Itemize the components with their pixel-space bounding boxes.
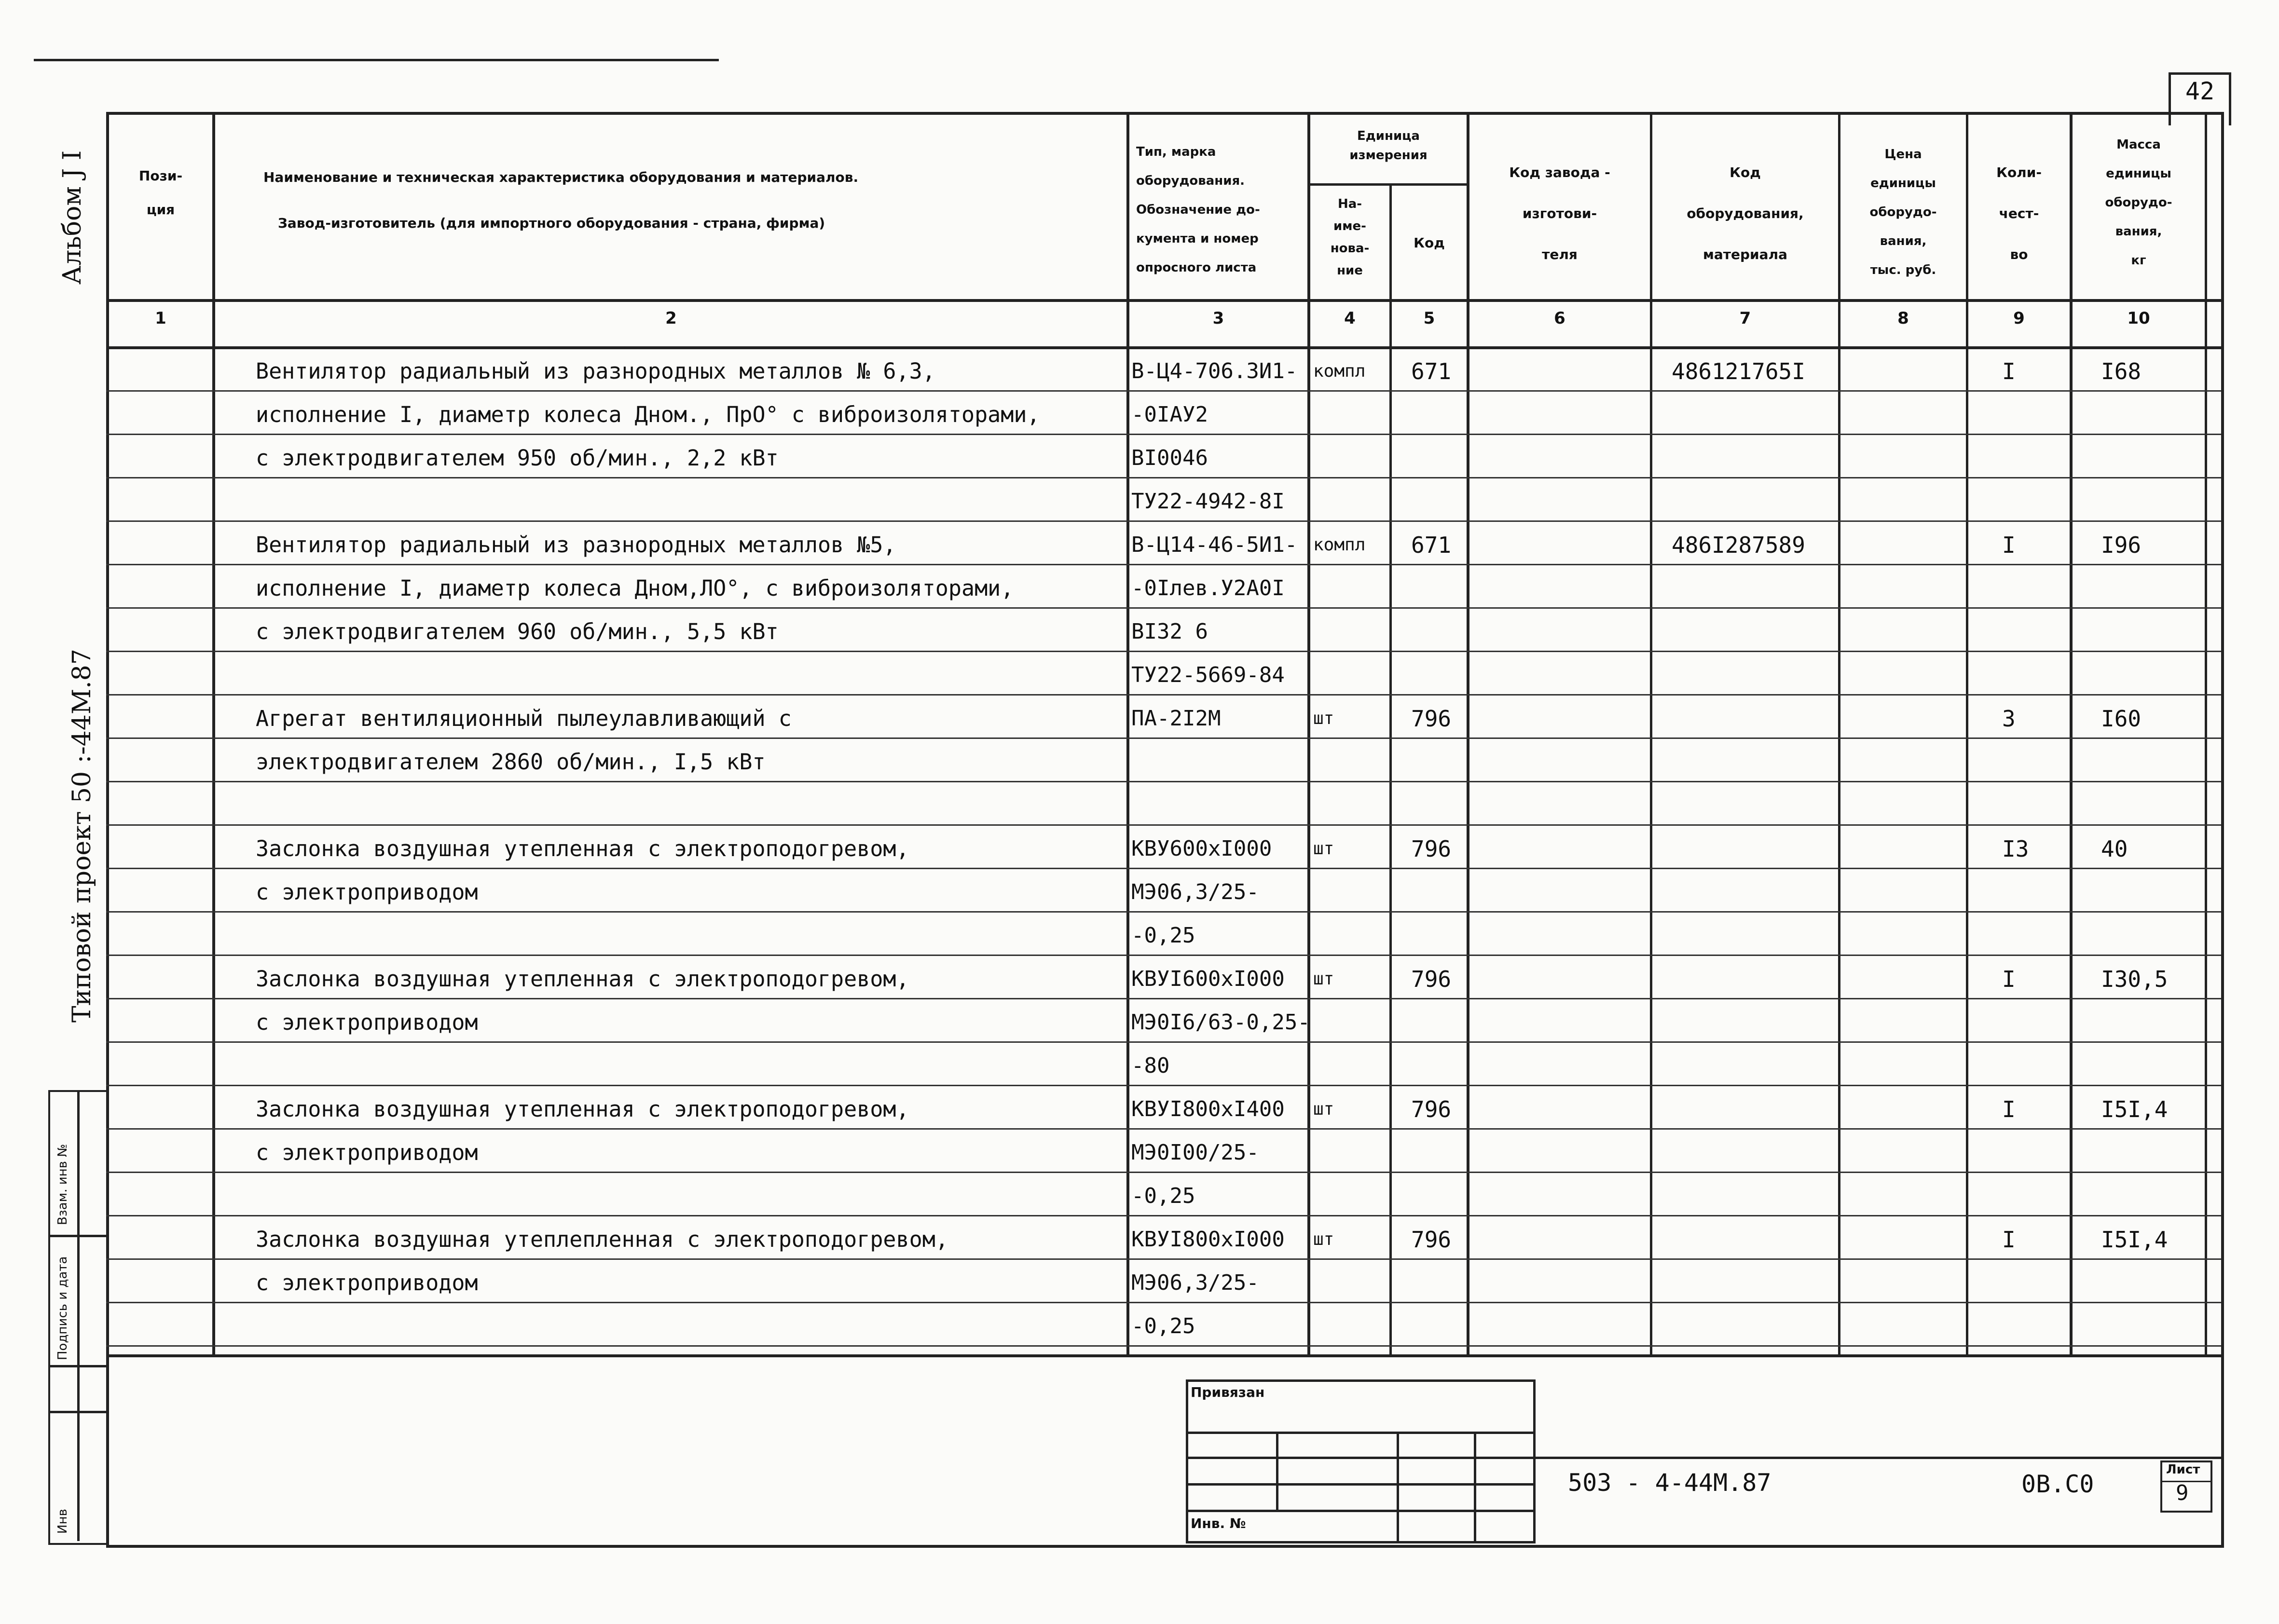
row-line [106, 1215, 2221, 1216]
cell-unit: шт [1313, 839, 1334, 859]
cell-type: -0,25 [1131, 1184, 1195, 1208]
cell-code: 671 [1411, 358, 1452, 384]
cell-type: В-Ц14-46-5И1- [1131, 532, 1298, 557]
cell-code: 671 [1411, 532, 1452, 558]
cell-equip-code: 486121765I [1672, 358, 1805, 384]
hdr-position: Пози- ция [138, 168, 183, 218]
cell-mass: I68 [2101, 358, 2142, 384]
cell-qty: I [2002, 358, 2016, 384]
colnum-2: 2 [665, 309, 677, 328]
cell-unit: шт [1313, 1099, 1334, 1119]
side-vzam: Взам. инв № [55, 1144, 70, 1225]
hdr-mass: Масса единицы оборудо- вания, кг [2105, 137, 2172, 268]
hdr-name: Наименование и техническая характеристика оборудования и материалов. Завод-изготовитель (для импортного оборудования - страна, фирма) [263, 169, 859, 231]
cell-type: -0Iлев.У2А0I [1131, 576, 1285, 600]
hdr-price: Цена единицы оборудо- вания, тыс. руб. [1869, 147, 1937, 277]
margin-vline [77, 1090, 80, 1541]
cell-unit: компл [1313, 361, 1366, 381]
row-line [106, 1041, 2221, 1043]
cell-type: КВУI800хI400 [1131, 1097, 1285, 1121]
cell-name: исполнение I, диаметр колеса Дном., ПрО° с виброизоляторами, [256, 402, 1040, 427]
cell-mass: I5I,4 [2101, 1227, 2168, 1253]
row-line [106, 737, 2221, 739]
stamp-main-line [1532, 1457, 2222, 1459]
row-line [106, 868, 2221, 869]
row-line [106, 390, 2221, 392]
cell-qty: I [2002, 966, 2016, 992]
colnum-1: 1 [155, 309, 166, 328]
hdr-unit-name: На- име- нова- ние [1330, 197, 1370, 278]
row-line [106, 434, 2221, 435]
stamp-line [1186, 1457, 1533, 1459]
cell-type: -0,25 [1131, 1314, 1195, 1338]
cell-name: Заслонка воздушная утеплепленная с электроподогревом, [256, 1227, 948, 1252]
cell-name: с электроприводом [256, 1140, 478, 1165]
colnum-9: 9 [2013, 309, 2025, 328]
cell-type: ПА-2I2М [1131, 706, 1221, 731]
cell-mass: 40 [2101, 836, 2128, 862]
col-line-1 [212, 112, 215, 1356]
col-line-9 [2070, 112, 2073, 1356]
cell-unit: компл [1313, 535, 1366, 555]
hdr-type: Тип, марка оборудования. Обозначение до- кумента и номер опросного листа [1136, 145, 1260, 275]
col-line-8 [1966, 112, 1968, 1356]
hdr-factory-code: Код завода - изготови- теля [1509, 164, 1610, 262]
cell-unit: шт [1313, 709, 1334, 728]
cell-type: -0,25 [1131, 923, 1195, 948]
cell-type: ТУ22-4942-8I [1131, 489, 1285, 514]
cell-name: с электроприводом [256, 1270, 478, 1296]
cell-name: с электродвигателем 950 об/мин., 2,2 кВт [256, 445, 779, 471]
cell-type: BI32 6 [1131, 619, 1208, 644]
cell-mass: I5I,4 [2101, 1096, 2168, 1122]
header-bottom-line [106, 299, 2221, 302]
colnum-3: 3 [1212, 309, 1224, 328]
stamp-line [1186, 1432, 1533, 1434]
row-line [106, 520, 2221, 522]
list-label: Лист [2166, 1462, 2200, 1477]
cell-code: 796 [1411, 706, 1452, 732]
row-line [106, 998, 2221, 999]
row-line [106, 564, 2221, 565]
cell-name: Заслонка воздушная утепленная с электроподогревом, [256, 966, 909, 992]
col-line-2 [1126, 112, 1129, 1356]
row-line [106, 955, 2221, 956]
cell-unit: шт [1313, 1229, 1334, 1249]
cell-name: исполнение I, диаметр колеса Дном,ЛО°, с виброизоляторами, [256, 575, 1014, 601]
cell-qty: I3 [2002, 836, 2029, 862]
row-line [106, 781, 2221, 782]
cell-type: -80 [1131, 1053, 1170, 1078]
cell-type: МЭ06,3/25- [1131, 880, 1259, 904]
row-line [106, 1258, 2221, 1260]
stamp-line [1186, 1483, 1533, 1486]
table-bottom-line [106, 1354, 2221, 1357]
cell-code: 796 [1411, 1227, 1452, 1253]
row-line [106, 607, 2221, 609]
document-code: 503 - 4-44М.87 [1568, 1469, 1771, 1497]
side-project: Типовой проект 50 :-44М.87 [68, 649, 96, 1023]
cell-type: КВУI600хI000 [1131, 967, 1285, 991]
cell-name: Вентилятор радиальный из разнородных металлов №5, [256, 532, 896, 558]
hdr-equip-code: Код оборудования, материала [1687, 164, 1804, 262]
col-line-6 [1650, 112, 1652, 1356]
cell-type: КВУI800хI000 [1131, 1227, 1285, 1252]
cell-name: с электродвигателем 960 об/мин., 5,5 кВт [256, 619, 779, 644]
row-line [106, 1085, 2221, 1086]
colnum-8: 8 [1897, 309, 1909, 328]
hdr-quantity: Коли- чест- во [1996, 164, 2042, 262]
cell-name: Вентилятор радиальный из разнородных металлов № 6,3, [256, 358, 935, 384]
cell-type: -0IАУ2 [1131, 402, 1208, 427]
cell-qty: 3 [2002, 706, 2016, 732]
colnum-5: 5 [1423, 309, 1435, 328]
cell-mass: I96 [2101, 532, 2142, 558]
top-rule [34, 59, 719, 61]
colnum-7: 7 [1739, 309, 1751, 328]
cell-qty: I [2002, 532, 2016, 558]
cell-mass: I30,5 [2101, 966, 2168, 992]
colnum-4: 4 [1344, 309, 1356, 328]
cell-code: 796 [1411, 836, 1452, 862]
row-line [106, 477, 2221, 478]
cell-name: Заслонка воздушная утепленная с электроподогревом, [256, 1096, 909, 1122]
cell-name: Агрегат вентиляционный пылеулавливающий с [256, 706, 792, 731]
hdr-unit: Единица измерения [1349, 129, 1428, 163]
cell-type: МЭ0I00/25- [1131, 1140, 1259, 1165]
stamp-inv-no: Инв. № [1191, 1515, 1246, 1531]
cell-type: КВУ600хI000 [1131, 836, 1272, 861]
cell-type: BI0046 [1131, 446, 1208, 470]
stamp-line [1186, 1510, 1533, 1512]
col-line-5 [1467, 112, 1469, 1356]
hdr-unit-code: Код [1414, 235, 1445, 251]
cell-type: МЭ06,3/25- [1131, 1270, 1259, 1295]
row-line [106, 1172, 2221, 1173]
stamp-vline [1397, 1432, 1399, 1541]
row-line [106, 1128, 2221, 1130]
cell-type: ТУ22-5669-84 [1131, 663, 1285, 687]
side-inv: Инв [55, 1509, 70, 1534]
cell-equip-code: 486I287589 [1672, 532, 1805, 558]
row-line [106, 1302, 2221, 1303]
list-number: 9 [2176, 1481, 2189, 1505]
row-line [106, 1345, 2221, 1347]
cell-unit: шт [1313, 969, 1334, 989]
stamp-vline [1276, 1432, 1278, 1510]
row-line [106, 694, 2221, 696]
cell-name: с электроприводом [256, 879, 478, 905]
cell-type: МЭ0I6/63-0,25- [1131, 1010, 1310, 1035]
cell-qty: I [2002, 1227, 2016, 1253]
row-line [106, 824, 2221, 826]
colnum-10: 10 [2127, 309, 2150, 328]
cell-name: электродвигателем 2860 об/мин., I,5 кВт [256, 749, 766, 775]
cell-name: с электроприводом [256, 1010, 478, 1035]
col-line-3 [1307, 112, 1310, 1356]
cell-code: 796 [1411, 966, 1452, 992]
cell-name: Заслонка воздушная утепленная с электроподогревом, [256, 836, 909, 861]
side-podpis: Подпись и дата [55, 1256, 70, 1360]
unit-split-line [1307, 183, 1467, 186]
side-album: Альбом Ј I [58, 150, 87, 285]
col-line-10 [2205, 112, 2207, 1356]
stamp-privyazan: Привязан [1191, 1384, 1265, 1400]
sheet-code: 0В.С0 [2021, 1470, 2094, 1498]
col-line-7 [1838, 112, 1840, 1356]
colnum-bottom-line [106, 346, 2221, 349]
row-line [106, 651, 2221, 652]
colnum-6: 6 [1554, 309, 1565, 328]
cell-mass: I60 [2101, 706, 2142, 732]
page-number: 42 [2185, 77, 2215, 105]
row-line [106, 911, 2221, 913]
cell-code: 796 [1411, 1096, 1452, 1122]
stamp-vline [1474, 1432, 1476, 1541]
cell-type: В-Ц4-706.3И1- [1131, 359, 1298, 383]
cell-qty: I [2002, 1096, 2016, 1122]
col-line-4 [1389, 183, 1392, 1356]
